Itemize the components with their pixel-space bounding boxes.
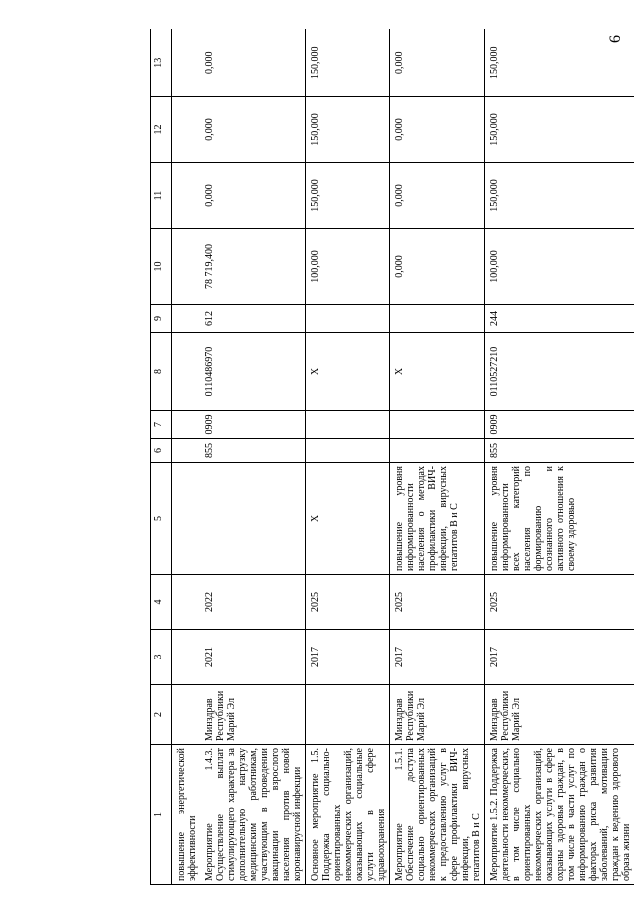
grbs-cell: 855 xyxy=(200,439,306,463)
value-cell: 150,000 xyxy=(485,97,635,163)
value-cell xyxy=(172,30,201,97)
column-header: 13 xyxy=(151,30,172,97)
column-header: 1 xyxy=(151,745,172,885)
table-row xyxy=(485,30,635,885)
value-cell: 100,000 xyxy=(306,229,390,305)
column-header: 12 xyxy=(151,97,172,163)
column-header: 9 xyxy=(151,305,172,333)
table-row xyxy=(200,30,306,885)
responsible-cell xyxy=(172,685,201,745)
end-year-cell: 2025 xyxy=(306,575,390,630)
grbs-cell xyxy=(306,439,390,463)
value-cell xyxy=(172,97,201,163)
start-year-cell: 2017 xyxy=(306,630,390,685)
table-row xyxy=(306,30,390,885)
vr-cell: 612 xyxy=(200,305,306,333)
column-header: 3 xyxy=(151,630,172,685)
grbs-cell xyxy=(390,439,485,463)
vr-cell xyxy=(172,305,201,333)
start-year-cell: 2017 xyxy=(390,630,485,685)
value-cell xyxy=(172,163,201,229)
vr-cell xyxy=(390,305,485,333)
column-header: 4 xyxy=(151,575,172,630)
value-cell: 100,000 xyxy=(485,229,635,305)
result-cell xyxy=(200,463,306,575)
value-cell: 78 719,400 xyxy=(200,229,306,305)
value-cell: 0,000 xyxy=(200,163,306,229)
responsible-cell: Минздрав Республики Марий Эл xyxy=(390,685,485,745)
page-number: 6 xyxy=(607,35,624,43)
csr-cell: 0110486970 xyxy=(200,333,306,411)
value-cell xyxy=(172,229,201,305)
rzpr-cell xyxy=(172,411,201,439)
header-row xyxy=(151,30,172,885)
result-cell: Х xyxy=(306,463,390,575)
activity-name-cell: Основное мероприятие 1.5. Поддержка социально-ориентированных некоммерческих организаций, оказывающих социальные услуги в сфере здравоохранения xyxy=(306,745,390,885)
start-year-cell: 2021 xyxy=(200,630,306,685)
value-cell: 0,000 xyxy=(390,30,485,97)
responsible-cell xyxy=(306,685,390,745)
responsible-cell: Минздрав Республики Марий Эл xyxy=(485,685,635,745)
column-header: 8 xyxy=(151,333,172,411)
table-row xyxy=(390,30,485,885)
start-year-cell: 2017 xyxy=(485,630,635,685)
vr-cell: 244 xyxy=(485,305,635,333)
vr-cell xyxy=(306,305,390,333)
result-cell xyxy=(172,463,201,575)
csr-cell xyxy=(172,333,201,411)
rzpr-cell xyxy=(390,411,485,439)
csr-cell: Х xyxy=(390,333,485,411)
csr-cell: 0110527210 xyxy=(485,333,635,411)
column-header: 2 xyxy=(151,685,172,745)
rzpr-cell: 0909 xyxy=(485,411,635,439)
value-cell: 0,000 xyxy=(200,97,306,163)
start-year-cell xyxy=(172,630,201,685)
end-year-cell: 2025 xyxy=(390,575,485,630)
value-cell: 150,000 xyxy=(485,30,635,97)
column-header: 7 xyxy=(151,411,172,439)
end-year-cell: 2022 xyxy=(200,575,306,630)
value-cell: 0,000 xyxy=(390,163,485,229)
value-cell: 150,000 xyxy=(306,30,390,97)
value-cell: 150,000 xyxy=(485,163,635,229)
rotated-table-sheet xyxy=(150,30,632,885)
column-header: 10 xyxy=(151,229,172,305)
program-table xyxy=(150,30,634,886)
grbs-cell xyxy=(172,439,201,463)
value-cell: 150,000 xyxy=(306,163,390,229)
csr-cell: Х xyxy=(306,333,390,411)
activity-name-cell: Мероприятие 1.5.2. Поддержка деятельности некоммерческих, в том числе социально ориентированных некоммерческих организаций, оказывающих услуги в сфере охраны здоровья граждан, в том числе в части услуг по информированию граждан о факторах риска развития заболеваний, мотивации граждан к ведению здорового образа жизни xyxy=(485,745,635,885)
value-cell: 0,000 xyxy=(390,229,485,305)
result-cell: повышение уровня информированности всех категорий населения по формированию осознанного и активного отношения к своему здоровью xyxy=(485,463,635,575)
value-cell: 0,000 xyxy=(390,97,485,163)
activity-name-cell: Мероприятие 1.5.1. Обеспечение доступа социально ориентированных некоммерческих организаций к предоставлению услуг в сфере профилактики ВИЧ-инфекции, вирусных гепатитов В и С xyxy=(390,745,485,885)
rzpr-cell: 0909 xyxy=(200,411,306,439)
value-cell: 0,000 xyxy=(200,30,306,97)
column-header: 11 xyxy=(151,163,172,229)
activity-name-cell: Мероприятие 1.4.3. Осуществление выплат стимулирующего характера за дополнительную нагрузку медицинским работникам, участвующим в проведении вакцинации взрослого населения против новой коронавирусной инфекции xyxy=(200,745,306,885)
grbs-cell: 855 xyxy=(485,439,635,463)
rzpr-cell xyxy=(306,411,390,439)
responsible-cell: Минздрав Республики Марий Эл xyxy=(200,685,306,745)
column-header: 6 xyxy=(151,439,172,463)
result-cell: повышение уровня информированности населения о методах профилактики ВИЧ-инфекции, вирусных гепатитов В и С xyxy=(390,463,485,575)
activity-name-cell: повышение энергетической эффективности xyxy=(172,745,201,885)
table-row xyxy=(172,30,201,885)
end-year-cell: 2025 xyxy=(485,575,635,630)
value-cell: 150,000 xyxy=(306,97,390,163)
end-year-cell xyxy=(172,575,201,630)
column-header: 5 xyxy=(151,463,172,575)
